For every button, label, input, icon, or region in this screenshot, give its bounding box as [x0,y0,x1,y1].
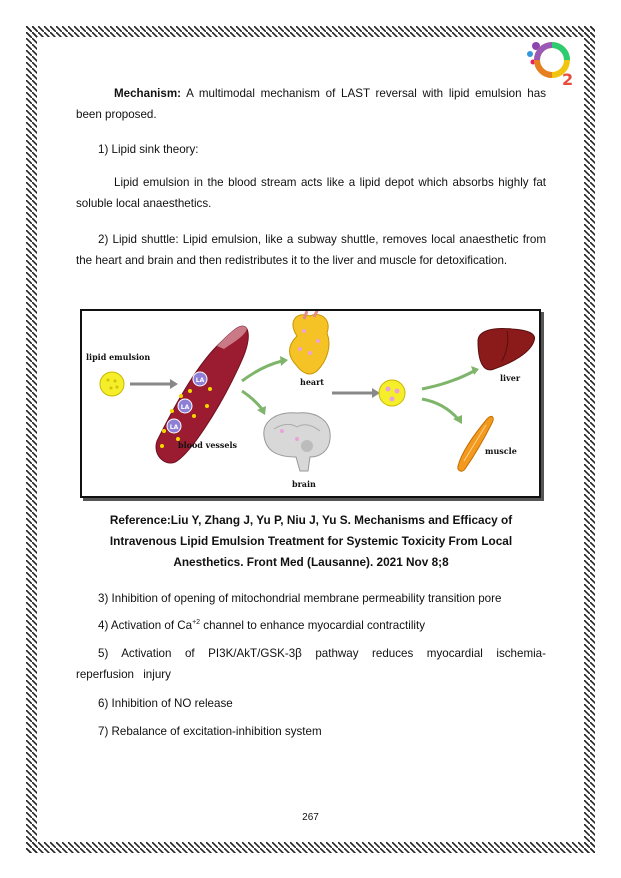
lipid-emulsion-droplet [100,372,124,396]
item-3 [76,588,546,609]
item-1-title-text: 1) Lipid sink theory: [98,143,199,156]
page-number: 267 [302,812,319,823]
item-1-body [76,172,546,214]
item-4-pre: 4) Activation of Ca [98,619,193,632]
mechanism-text: A multimodal mechanism of LAST reversal with lipid emulsion has been proposed. [76,87,546,121]
item-4-sup: +2 [192,619,201,627]
brain-illustration [264,413,330,471]
label-brain: brain [292,479,316,489]
label-blood-vessels: blood vessels [178,440,238,450]
la-marker-2: LA [180,404,190,411]
label-muscle: muscle [485,446,517,456]
item-4-post: channel to enhance myocardial contractility [200,619,425,632]
la-marker-3: LA [169,424,179,431]
item-3-text: 3) Inhibition of opening of mitochondrial membrane permeability transition pore [98,592,502,605]
heart-illustration [290,311,329,374]
figure-illustration [82,311,539,496]
la-marker-1: LA [195,377,205,384]
o2-logo [524,38,580,88]
item-1-title [76,139,546,160]
reference-citation: Reference:Liu Y, Zhang J, Yu P, Niu J, Yu S. Mechanisms and Efficacy of Intravenous Lipid Emulsion Treatment for Systemic Toxicity From Local Anesthetics. Front Med (Lausanne). 2021 Nov 8;8 [109,513,513,569]
label-liver: liver [500,373,521,383]
lipid-droplet-loaded [379,380,405,406]
item-6 [76,693,546,714]
lipid-shuttle-figure [80,309,541,498]
label-heart: heart [300,377,324,387]
item-4 [76,615,546,636]
item-7-text: 7) Rebalance of excitation-inhibition system [98,725,322,738]
item-7 [76,721,546,742]
mechanism-label: Mechanism: [114,87,182,100]
item-5-text: 5) Activation of PI3K/AkT/GSK-3β pathway reduces myocardial ischemia-reperfusion injury [76,647,546,681]
label-lipid-emulsion: lipid emulsion [86,352,151,362]
svg-text:2: 2 [562,70,574,88]
item-6-text: 6) Inhibition of NO release [98,697,233,710]
item-5 [76,643,546,685]
mechanism-paragraph [76,83,546,125]
liver-illustration [478,329,535,370]
item-2-text: 2) Lipid shuttle: Lipid emulsion, like a subway shuttle, removes local anaesthetic from the heart and brain and then redistributes it to the liver and muscle for detoxification. [76,233,546,267]
item-1-body-text: Lipid emulsion in the blood stream acts like a lipid depot which absorbs highly fat soluble local anaesthetics. [76,176,546,210]
item-2 [76,229,546,271]
muscle-illustration [458,416,493,471]
